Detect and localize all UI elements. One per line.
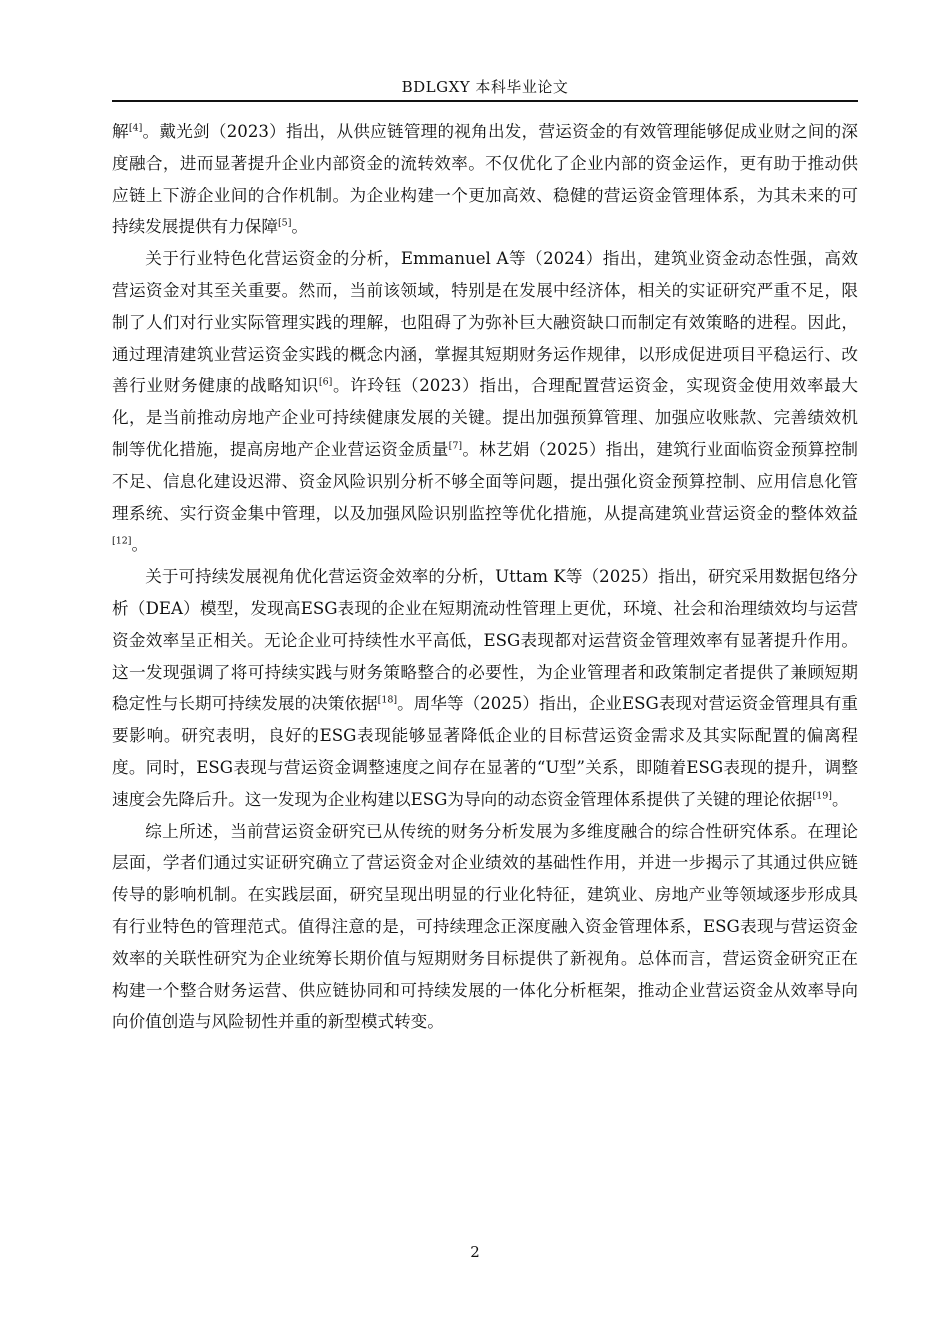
paragraph-text: 解 xyxy=(112,122,129,141)
header-rule xyxy=(112,100,858,102)
citation-mark: [18] xyxy=(377,694,398,706)
citation-mark: [12] xyxy=(112,535,132,547)
paragraph-text: 。周华等（2025）指出，企业ESG表现对营运资金管理具有重要影响。研究表明，良好的ESG表现能够显著降低企业的目标营运资金需求及其实际配置的偏离程度。同时，ESG表现与营运资金调整速度之间存在显著的“U型”关系，即随着ESG表现的提升，调整速度会先降后升。这一发现为企业构建以ESG为导向的动态资金管理体系提供了关键的理论依据 xyxy=(112,694,858,809)
paragraph-text: 。林艺娟（2025）指出，建筑行业面临资金预算控制不足、信息化建设迟滞、资金风险识别分析不够全面等问题，提出强化资金预算控制、应用信息化管理系统、实行资金集中管理，以及加强风险识别监控等优化措施，从提高建筑业营运资金的整体效益 xyxy=(112,439,859,523)
paragraph-text: 关于行业特色化营运资金的分析，Emmanuel A等（2024）指出，建筑业资金动态性强，高效营运资金对其至关重要。然而，当前该领域，特别是在发展中经济体，相关的实证研究严重不足，限制了人们对行业实际管理实践的理解，也阻碍了为弥补巨大融资缺口而制定有效策略的进程。因此，通过理清建筑业营运资金实践的概念内涵，掌握其短期财务运作规律，以形成促进项目平稳运行、改善行业财务健康的战略知识 xyxy=(112,249,858,396)
paragraph-text: 。 xyxy=(832,789,849,809)
paragraph xyxy=(112,816,858,1039)
paragraph xyxy=(112,561,858,815)
paragraph xyxy=(112,116,858,243)
citation-mark: [4] xyxy=(128,122,143,134)
citation-mark: [19] xyxy=(812,790,832,802)
paragraph-text: 。 xyxy=(131,535,149,555)
body-text xyxy=(112,116,858,1038)
page-number: 2 xyxy=(470,1243,480,1261)
citation-mark: [6] xyxy=(318,376,333,388)
paragraph-text: 关于可持续发展视角优化营运资金效率的分析，Uttam K等（2025）指出，研究采用数据包络分析（DEA）模型，发现高ESG表现的企业在短期流动性管理上更优，环境、社会和治理绩效均与运营资金效率呈正相关。无论企业可持续性水平高低，ESG表现都对运营资金管理效率有显著提升作用。这一发现强调了将可持续实践与财务策略整合的必要性，为企业管理者和政策制定者提供了兼顾短期稳定性与长期可持续发展的决策依据 xyxy=(112,567,858,714)
paragraph-text: 综上所述，当前营运资金研究已从传统的财务分析发展为多维度融合的综合性研究体系。在理论层面，学者们通过实证研究确立了营运资金对企业绩效的基础性作用，并进一步揭示了其通过供应链传导的影响机制。在实践层面，研究呈现出明显的行业化特征，建筑业、房地产业等领域逐步形成具有行业特色的管理范式。值得注意的是，可持续理念正深度融入资金管理体系，ESG表现与营运资金效率的关联性研究为企业统筹长期价值与短期财务目标提供了新视角。总体而言，营运资金研究正在构建一个整合财务运营、供应链协同和可持续发展的一体化分析框架，推动企业营运资金从效率导向向价值创造与风险韧性并重的新型模式转变。 xyxy=(112,821,858,1032)
citation-mark: [7] xyxy=(448,440,463,452)
paragraph-text: 。 xyxy=(291,217,308,237)
paragraph-text: 。戴光剑（2023）指出，从供应链管理的视角出发，营运资金的有效管理能够促成业财之间的深度融合，进而显著提升企业内部资金的流转效率。不仅优化了企业内部的资金运作，更有助于推动供应链上下游企业间的合作机制。为企业构建一个更加高效、稳健的营运资金管理体系，为其未来的可持续发展提供有力保障 xyxy=(112,122,859,237)
paragraph-text: 。许玲钰（2023）指出，合理配置营运资金，实现资金使用效率最大化，是当前推动房地产企业可持续健康发展的关键。提出加强预算管理、加强应收账款、完善绩效机制等优化措施，提高房地产企业营运资金质量 xyxy=(112,376,859,459)
running-header: BDLGXY 本科毕业论文 xyxy=(401,78,569,96)
citation-mark: [5] xyxy=(277,217,292,229)
paragraph xyxy=(112,243,858,561)
